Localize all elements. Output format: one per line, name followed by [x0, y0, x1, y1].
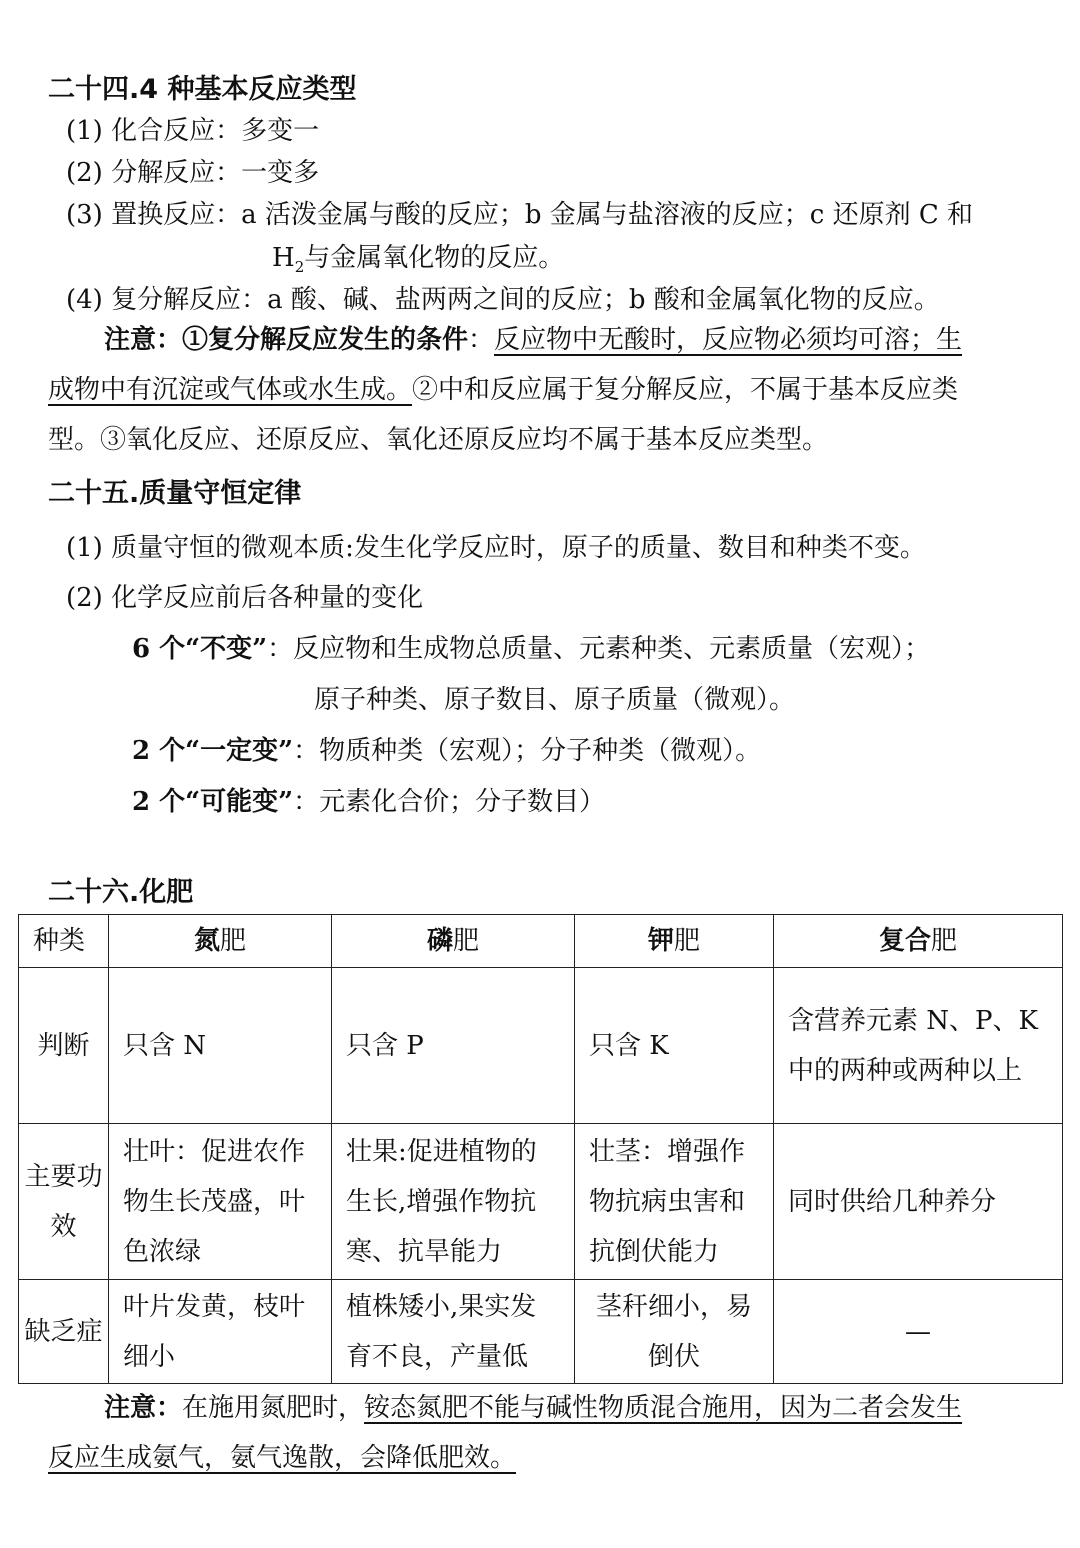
note-colon: ： — [468, 325, 495, 355]
header-phosphorus-bold: 磷 — [426, 926, 453, 956]
row-key-judge: 判断 — [19, 968, 109, 1124]
unchanged-text: ：反应物和生成物总质量、元素种类、元素质量（宏观）； — [267, 634, 931, 664]
table-row — [19, 1124, 1063, 1280]
table-cell: 同时供给几种养分 — [774, 1124, 1063, 1280]
fertilizer-table — [18, 914, 1063, 1384]
may-change-label: 2 个“可能变” — [132, 787, 294, 817]
header-kind-text: 种类 — [33, 926, 86, 956]
note-label: 注意：①复分解反应发生的条件 — [104, 325, 469, 355]
header-compound — [774, 915, 1063, 968]
table-cell: 含营养元素 N、P、K 中的两种或两种以上 — [774, 968, 1063, 1124]
note-rest-2: ②中和反应属于复分解反应，不属于基本反应类 — [412, 375, 959, 405]
s24-item-3: (3) 置换反应：a 活泼金属与酸的反应；b 金属与盐溶液的反应；c 还原剂 C 和 — [66, 200, 974, 230]
s25-must-change — [132, 733, 761, 769]
header-phosphorus — [332, 915, 575, 968]
must-change-label: 2 个“一定变” — [132, 736, 294, 766]
header-nitrogen — [109, 915, 332, 968]
header-potassium-text: 肥 — [674, 926, 701, 956]
s25-may-change — [132, 784, 605, 820]
section-25-title: 二十五.质量守恒定律 — [48, 478, 302, 509]
row-key-deficiency: 缺乏症 — [19, 1280, 109, 1384]
header-potassium-bold: 钾 — [647, 926, 674, 956]
s25-item-2: (2) 化学反应前后各种量的变化 — [66, 583, 424, 613]
table-cell: 壮叶：促进农作物生长茂盛，叶色浓绿 — [109, 1124, 332, 1280]
table-cell: 壮茎：增强作物抗病虫害和抗倒伏能力 — [575, 1124, 774, 1280]
s25-item-1: (1) 质量守恒的微观本质:发生化学反应时，原子的质量、数目和种类不变。 — [66, 533, 926, 563]
must-change-text: ：物质种类（宏观）；分子种类（微观）。 — [293, 736, 762, 766]
note-underlined-2: 成物中有沉淀或气体或水生成。 — [48, 375, 413, 405]
table-header-row — [19, 915, 1063, 968]
s25-unchanged-cont: 原子种类、原子数目、原子质量（微观）。 — [314, 685, 796, 715]
table-cell: — — [774, 1280, 1063, 1384]
s24-note-line-2 — [48, 372, 958, 408]
s24-note-line-3: 型。③氧化反应、还原反应、氧化还原反应均不属于基本反应类型。 — [48, 425, 829, 455]
s24-item-3-cont-text: 与金属氧化物的反应。 — [304, 243, 565, 273]
fertilizer-note-underlined-1: 铵态氮肥不能与碱性物质混合施用，因为二者会发生 — [364, 1393, 963, 1423]
header-compound-bold: 复合 — [878, 926, 931, 956]
table-cell: 只含 K — [575, 968, 774, 1124]
table-cell: 植株矮小,果实发育不良，产量低 — [332, 1280, 575, 1384]
s24-item-4: (4) 复分解反应：a 酸、碱、盐两两之间的反应；b 酸和金属氧化物的反应。 — [66, 285, 940, 315]
section-24-title: 二十四.4 种基本反应类型 — [48, 74, 357, 105]
header-nitrogen-bold: 氮 — [193, 926, 220, 956]
s26-note-line-2 — [48, 1440, 516, 1476]
note-underlined-1: 反应物中无酸时，反应物必须均可溶；生 — [494, 325, 963, 355]
row-key-function: 主要功效 — [19, 1124, 109, 1280]
may-change-text: ：元素化合价；分子数目） — [293, 787, 606, 817]
header-nitrogen-text: 肥 — [220, 926, 247, 956]
table-cell: 只含 P — [332, 968, 575, 1124]
table-cell: 茎秆细小，易倒伏 — [575, 1280, 774, 1384]
s24-item-1: (1) 化合反应：多变一 — [66, 116, 320, 146]
table-row — [19, 1280, 1063, 1384]
header-kind — [19, 915, 109, 968]
s24-item-3-cont — [272, 240, 564, 285]
fertilizer-note-plain: 在施用氮肥时， — [182, 1393, 365, 1423]
h2-symbol: H — [272, 243, 295, 273]
s26-note-line-1 — [104, 1390, 962, 1426]
table-cell: 只含 N — [109, 968, 332, 1124]
s24-note-line-1 — [104, 322, 962, 358]
section-26-title: 二十六.化肥 — [48, 877, 194, 908]
table-cell: 壮果:促进植物的生长,增强作物抗寒、抗旱能力 — [332, 1124, 575, 1280]
header-compound-text: 肥 — [931, 926, 958, 956]
s24-item-2: (2) 分解反应：一变多 — [66, 158, 320, 188]
header-potassium — [575, 915, 774, 968]
h2-subscript: 2 — [294, 258, 305, 277]
unchanged-label: 6 个“不变” — [132, 634, 268, 664]
table-cell: 叶片发黄，枝叶细小 — [109, 1280, 332, 1384]
table-row — [19, 968, 1063, 1124]
header-phosphorus-text: 肥 — [453, 926, 480, 956]
fertilizer-note-label: 注意： — [104, 1393, 183, 1423]
s25-unchanged — [132, 631, 930, 667]
fertilizer-note-underlined-2: 反应生成氨气，氨气逸散，会降低肥效。 — [48, 1443, 517, 1473]
